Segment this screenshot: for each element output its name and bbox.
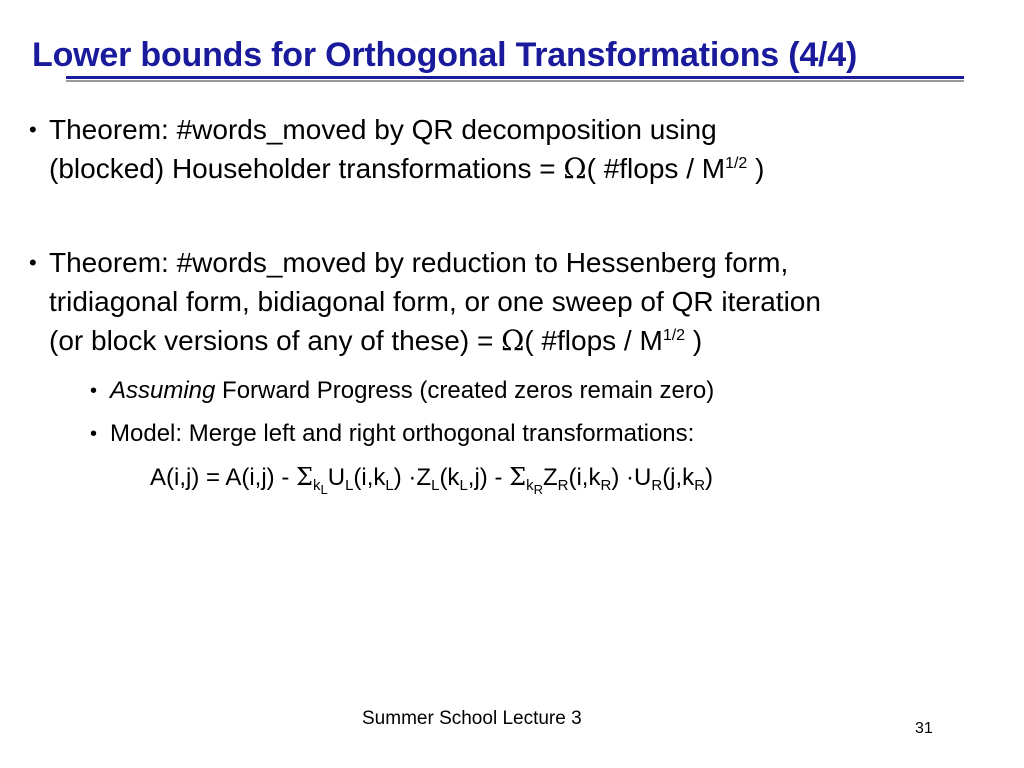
merge-formula: $A(i,j) = A(i,j) - \Sigma_{k_L}U_L(i,k_L) \cdot Z_L(k_L,j) - \Sigma_{k_R}Z_R(i,k_R) \cdot U_R(j,k_R)$ bbox=[150, 463, 714, 497]
bullet-dot: • bbox=[90, 423, 98, 445]
sigma-symbol: Σ bbox=[296, 463, 313, 491]
bullet-line: Theorem: #words_moved by QR decomposition using bbox=[49, 114, 717, 145]
sub-bullet-model: • Model: Merge left and right orthogonal transformations: bbox=[90, 420, 695, 447]
omega-symbol: Ω bbox=[501, 324, 525, 357]
slide-title: Lower bounds for Orthogonal Transformations (4/4) bbox=[32, 36, 858, 74]
bullet-dot: • bbox=[29, 117, 37, 142]
slide-footer: Summer School Lecture 3 bbox=[362, 708, 582, 729]
page-number: 31 bbox=[915, 720, 933, 737]
emphasis-text: Assuming bbox=[110, 377, 216, 404]
title-underline-shadow bbox=[66, 80, 964, 82]
bullet-dot: • bbox=[90, 380, 98, 402]
bullet-line: (blocked) Householder transformations = Ω( #flops / $M^{1/2}$ ) bbox=[49, 152, 765, 185]
bullet-hessenberg-theorem bbox=[29, 243, 1009, 360]
exponent: 1/2 bbox=[725, 155, 748, 172]
bullet-line: Theorem: #words_moved by reduction to Hessenberg form, bbox=[49, 247, 789, 278]
sub-bullet-assuming: • Assuming Forward Progress (created zeros remain zero) bbox=[90, 377, 715, 404]
bullet-line: tridiagonal form, bidiagonal form, or one sweep of QR iteration bbox=[49, 286, 821, 317]
exponent: 1/2 bbox=[662, 327, 686, 344]
bullet-dot: • bbox=[29, 250, 37, 275]
bullet-qr-theorem bbox=[29, 110, 1009, 188]
omega-symbol: Ω bbox=[563, 152, 587, 185]
title-underline bbox=[66, 76, 964, 79]
bullet-line: (or block versions of any of these) = Ω( #flops / $M^{1/2}$ ) bbox=[49, 324, 703, 357]
sigma-symbol: Σ bbox=[509, 463, 527, 491]
